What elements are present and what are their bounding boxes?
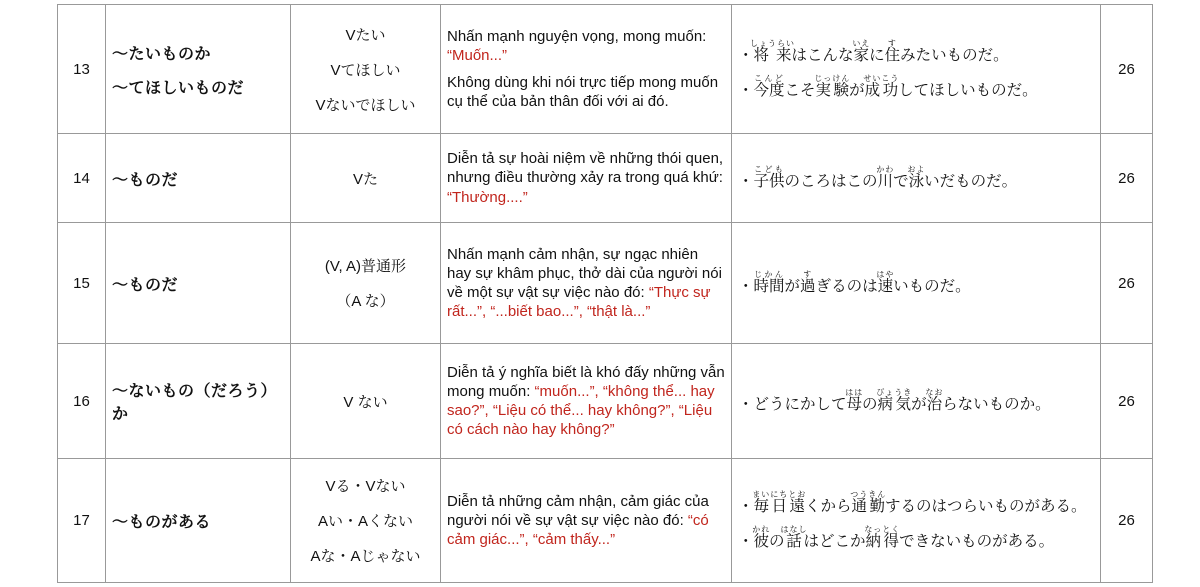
furigana-text: 実験じっけん: [814, 73, 851, 99]
pattern-line: ～てほしいものだ: [112, 79, 245, 97]
row-number-cell: 17: [58, 459, 106, 583]
example-sentence: ・時間じかんが過すぎるのは速はやいものだ。: [738, 270, 971, 295]
explanation-cell: [441, 344, 732, 459]
furigana-text: 通勤つうきん: [850, 490, 887, 515]
furigana-text: 泳およ: [907, 165, 926, 190]
furigana-text: 住す: [884, 38, 901, 64]
form-line: Aい・Aくない: [317, 513, 413, 530]
row-number-cell: 13: [58, 5, 106, 134]
furigana-text: 家いえ: [852, 38, 871, 64]
table-row: [58, 134, 1153, 223]
highlight-red-text: “Thực sự rất...”, “...biết bao...”, “thật là...”: [447, 284, 711, 321]
furigana-text: 病気びょうき: [876, 388, 913, 413]
grammar-table-body: [58, 5, 1153, 583]
highlight-red-text: “có cảm giác...”, “cảm thấy...”: [447, 511, 709, 549]
explanation-paragraph: [447, 73, 725, 111]
table-row: [58, 223, 1153, 344]
row-number-cell: 14: [58, 134, 106, 223]
pattern-cell: [106, 459, 291, 583]
explanation-paragraph: [447, 245, 725, 321]
explanation-text: Diễn tả sự hoài niệm về những thói quen, nhưng điều thường xảy ra trong quá khứ:: [447, 150, 724, 187]
furigana-text: 速はや: [876, 270, 895, 295]
explanation-text: Không dùng khi nói trực tiếp mong muốn cụ thể của bản thân đối với ai đó.: [447, 73, 719, 110]
furigana-text: 今度こんど: [753, 73, 785, 99]
explanation-paragraph: [447, 492, 725, 549]
examples-cell: [732, 223, 1101, 344]
explanation-cell: [441, 134, 732, 223]
lesson-number-cell: 26: [1101, 459, 1153, 583]
furigana-text: 成功せいこう: [863, 73, 900, 99]
pattern-cell: [106, 5, 291, 134]
form-line: Vてほしい: [330, 61, 401, 79]
explanation-cell: [441, 5, 732, 134]
furigana-text: 川かわ: [876, 165, 895, 190]
furigana-text: 治なお: [925, 388, 944, 413]
forms-cell: [291, 223, 441, 344]
explanation-cell: [441, 459, 732, 583]
example-sentence: ・子供こどものころはこの川かわで泳およいだものだ。: [738, 165, 1018, 190]
form-line: Vる・Vない: [325, 478, 406, 495]
explanation-paragraph: [447, 27, 725, 65]
explanation-cell: [441, 223, 732, 344]
highlight-red-text: “Muốn...”: [447, 47, 508, 65]
pattern-line: ～たいものか: [112, 45, 212, 63]
explanation-paragraph: [447, 363, 725, 439]
explanation-text: Diễn tả những cảm nhận, cảm giác của người nói về sự vật sự việc nào đó:: [447, 492, 709, 529]
table-row: [58, 344, 1153, 459]
form-line: Vたい: [345, 26, 386, 44]
examples-cell: [732, 344, 1101, 459]
forms-cell: [291, 344, 441, 459]
lesson-number-cell: 26: [1101, 223, 1153, 344]
examples-cell: [732, 5, 1101, 134]
table-row: [58, 5, 1153, 134]
grammar-table: [57, 4, 1153, 583]
examples-cell: [732, 134, 1101, 223]
pattern-line: ～ものがある: [112, 514, 212, 531]
pattern-line: ～ものだ: [112, 171, 179, 189]
lesson-number-cell: 26: [1101, 5, 1153, 134]
form-line: （A な）: [336, 293, 395, 310]
furigana-text: 母はは: [845, 388, 864, 413]
furigana-text: 遠とお: [788, 490, 807, 515]
furigana-text: 毎日まいにち: [752, 490, 789, 515]
furigana-text: 納得なっとく: [864, 525, 901, 550]
example-sentence: ・将来しょうらいはこんな家いえに住すみたいものだ。: [738, 38, 1009, 64]
table-row: [58, 459, 1153, 583]
highlight-red-text: “muốn...”, “không thể... hay sao?”, “Liệu có thể... hay không?”, “Liệu có cách nào hay không?”: [447, 382, 715, 439]
form-line: Vないでほしい: [315, 96, 416, 114]
form-line: Vた: [352, 170, 378, 188]
forms-cell: [291, 459, 441, 583]
pattern-cell: [106, 134, 291, 223]
example-sentence: ・毎日まいにち遠とおくから通勤つうきんするのはつらいものがある。: [738, 490, 1087, 515]
example-sentence: ・彼かれの話はなしはどこか納得なっとくできないものがある。: [738, 525, 1055, 550]
explanation-text: Nhấn mạnh cảm nhận, sự ngạc nhiên hay sự khâm phục, thở dài của người nói về một sự vật sự việc nào đó:: [447, 245, 722, 301]
form-line: (V, A)普通形: [324, 258, 407, 275]
explanation-paragraph: [447, 149, 725, 206]
explanation-text: Nhấn mạnh nguyện vọng, mong muốn:: [447, 28, 707, 46]
pattern-cell: [106, 223, 291, 344]
lesson-number-cell: 26: [1101, 134, 1153, 223]
examples-cell: [732, 459, 1101, 583]
furigana-text: 過す: [800, 270, 816, 295]
pattern-line: ～ないもの（だろう）か: [112, 383, 278, 423]
explanation-text: Diễn tả ý nghĩa biết là khó đấy những vẫn mong muốn:: [447, 363, 725, 400]
forms-cell: [291, 5, 441, 134]
example-sentence: ・今度こんどこそ実験じっけんが成功せいこうしてほしいものだ。: [738, 73, 1038, 99]
form-line: Aな・Aじゃない: [310, 548, 421, 565]
lesson-number-cell: 26: [1101, 344, 1153, 459]
furigana-text: 彼かれ: [752, 525, 771, 550]
pattern-cell: [106, 344, 291, 459]
furigana-text: 将来しょうらい: [750, 38, 796, 64]
forms-cell: [291, 134, 441, 223]
example-sentence: ・どうにかして母ははの病気びょうきが治なおらないものか。: [738, 388, 1051, 413]
row-number-cell: 16: [58, 344, 106, 459]
pattern-line: ～ものだ: [112, 276, 179, 294]
furigana-text: 時間じかん: [753, 270, 785, 295]
form-line: V ない: [343, 393, 388, 411]
highlight-red-text: “Thường....”: [447, 188, 528, 206]
row-number-cell: 15: [58, 223, 106, 344]
furigana-text: 子供こども: [753, 165, 785, 190]
furigana-text: 話はなし: [780, 525, 808, 550]
